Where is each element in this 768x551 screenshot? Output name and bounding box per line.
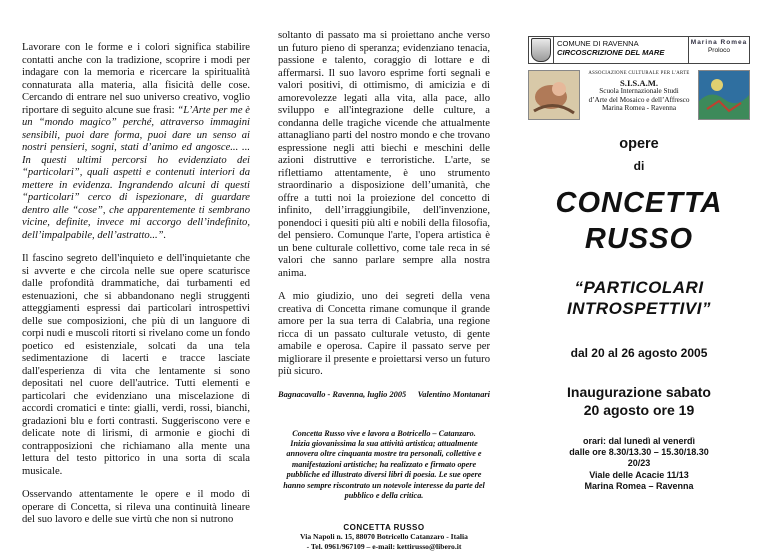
association-line-2: d’Arte del Mosaico e dell’Affresco <box>588 95 690 104</box>
opening-line-2: 20 agosto ore 19 <box>583 402 695 418</box>
closing-paragraph: A mio giudizio, uno dei segreti della vena creativa di Concetta rimane comunque il grande amore per la sua terra di Calabria, una regione ricca di un passato culturale vetusto, di gente amabile e operosa. Capire il passato serve per migliorare il presente e proiettarsi verso un futuro più sicuro. <box>278 291 490 377</box>
association-row <box>528 70 750 120</box>
intro-paragraph <box>22 42 250 242</box>
contact-name: CONCETTA RUSSO <box>343 523 425 533</box>
venue-address: Viale delle Acacie 11/13 <box>589 469 689 480</box>
artist-first-name: CONCETTA <box>555 187 723 219</box>
observation-paragraph: Osservando attentamente le opere e il modo di operare di Concetta, si rileva una continuità lineare del suo lavoro e delle sue virtù che non si nutrono <box>22 489 250 525</box>
exhibition-title <box>528 277 750 319</box>
by-label: di <box>633 159 645 173</box>
opening-info <box>528 383 750 419</box>
venue-location: Marina Romea – Ravenna <box>584 480 694 491</box>
district-name: CIRCOSCRIZIONE DEL MARE <box>557 48 665 57</box>
mosaic-image-left <box>528 70 580 120</box>
exhibition-title-line-1: “PARTICOLARI <box>574 278 704 297</box>
intro-text: Lavorare con le forme e i colori significa stabilire contatti anche con la tradizione, scoprire i modi per indagare con la memoria e ricercare la spiritualità connaturata alla materia, alla fisicità delle cose. Cercando di entrare nel suo universo creativo, voglio riportare di seguito alcune sue frasi: <box>22 42 250 116</box>
continued-paragraph: soltanto di passato ma si proiettano anche verso un futuro pieno di speranza; evidenziano tenacia, passione e talento, coraggio di lottare e di affermarsi. Il suo lavoro esprime forti segnali e valori positivi, di ottimismo, di amicizia e di amorevolezze legati alla vita, alla pace, allo sviluppo e all'integrazione delle culture, a condanna delle tragiche vicende che attualmente attanagliano parti del nostro mondo e che trovano espressione negli atti biechi e meschini delle azioni distruttive e terroristiche. L'arte, se riflettiamo attentamente, è uno strumento straordinario a disposizione dell’umanità, che offre a tutti noi la proiezione del concetto di infinito, dell’irraggiungibile, dell'invenzione, ponendoci i quesiti più alti e nobili della filosofia, del pensiero. Comunque l'arte, l'opera artistica è un bene culturale collettivo, come tale reca in sé valori che sanno parlare sempre alla nostra anima. <box>278 30 490 279</box>
proloco-logo-sub: Proloco <box>707 47 731 54</box>
artist-contact <box>278 523 490 551</box>
hours-line-3: 20/23 <box>627 458 651 469</box>
proloco-logo-title: Marina Romea <box>690 39 748 46</box>
works-label: opere <box>619 136 659 152</box>
exhibition-dates: dal 20 al 26 agosto 2005 <box>570 346 708 360</box>
contact-address: Via Napoli n. 15, 88070 Botricello Catanzaro - Italia <box>300 532 468 542</box>
hours-line-2: dalle ore 8.30/13.30 – 15.30/18.30 <box>569 447 709 458</box>
signature-author: Valentino Montanari <box>417 389 490 399</box>
association-line-3: Marina Romea - Ravenna <box>601 104 677 113</box>
proloco-logo <box>688 37 749 63</box>
sponsor-header <box>528 36 750 64</box>
ravenna-crest-icon <box>531 38 551 62</box>
association-line-1: Scuola Internazionale Studi <box>599 87 679 96</box>
analysis-paragraph: Il fascino segreto dell'inquieto e dell'inquietante che si avverte e che circola nelle sue opere scaturisce dalle profondità drammatiche, dai turbamenti ed estenuazioni, che si abbandonano negli struggenti atteggiamenti espressi dai particolari introspettivi delle sue composizioni, che più di un languore di corpi nudi e muscoli ritorti si rivelano come un fondo poetico ed esistenziale, solcati da una tela sedimentazione di lacerti e tracce lasciate dall'esperienza di vita che lentamente si sono depositati nel cuore dell'autrice. Tutti elementi e particolari che evidenziano una miscelazione di accordi cromatici e tinte: gialli, verdi, rossi, bianchi, gradazioni blu e forti contrasti. Suggeriscono vere e delicate note di lirismi, di armonie e giochi di contrapposizioni che richiamano alla mente una lettura del testo pittorico in una sorta di scala musicale. <box>22 253 250 477</box>
artist-last-name: RUSSO <box>584 223 694 255</box>
association-info <box>580 70 698 113</box>
artist-name <box>528 185 750 257</box>
left-column <box>22 0 250 543</box>
municipality-block <box>553 37 688 63</box>
artist-quote: “L’Arte per me è un “mondo magico” perché, attraverso immagini sensibili, puoi dare forma, puoi dare un senso ai nostri pensieri, sogni, stati d’animo ed angosce... ... In questi ultimi percorsi ho evidenziato dei “particolari”, quali aspetti e contenuti interiori da mettere in evidenza. Ingrandendo alcuni di questi “particolari” cerco di ispezionare, di guardare dentro alle “cose”, che apparentemente ti sembrano vicine, definite, invece mi accorgo dell’indefinito, dell’impalpabile, dell’astratto...”. <box>22 104 250 241</box>
association-type: ASSOCIAZIONE CULTURALE PER L'ARTE <box>588 71 690 76</box>
middle-column <box>278 0 490 551</box>
municipality-name: COMUNE DI RAVENNA <box>557 39 639 48</box>
hours-line-1: orari: dal lunedì al venerdì <box>582 436 696 446</box>
exhibition-title-line-2: INTROSPETTIVI” <box>567 299 711 318</box>
association-name: S.I.S.A.M. <box>620 77 658 88</box>
signature-line <box>278 390 490 399</box>
cover-column <box>528 0 750 543</box>
mosaic-image-right <box>698 70 750 120</box>
opening-hours <box>528 436 750 492</box>
artist-bio: Concetta Russo vive e lavora a Botricello – Catanzaro. Inizia giovanissima la sua attività artistica; attualmente annovera oltre cinquanta mostre tra personali, collettive e manifestazioni artistiche; ha realizzato e firmato opere pubbliche ed illustrato diversi libri di poesia. Le sue opere hanno sempre riscontrato un notevole interesse da parte del pubblico e della critica. <box>283 428 485 500</box>
opening-line-1: Inaugurazione sabato <box>567 384 711 400</box>
contact-phone-email: - Tel. 0961/967109 – e-mail: kettirusso@libero.it <box>306 541 462 551</box>
signature-place-date: Bagnacavallo - Ravenna, luglio 2005 <box>278 389 407 399</box>
